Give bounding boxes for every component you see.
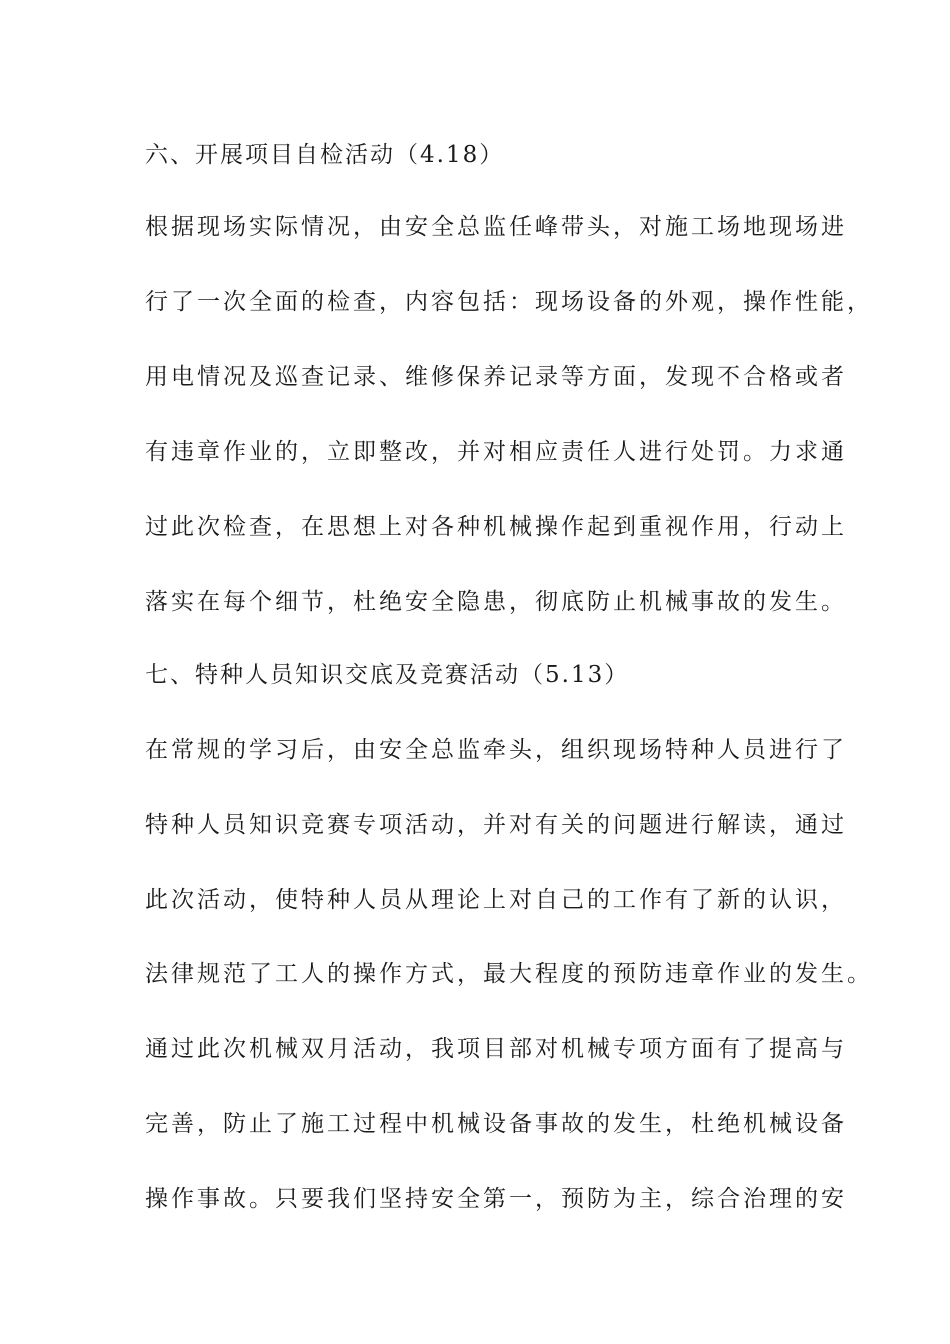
section-7-line-2: 特种人员知识竞赛专项活动，并对有关的问题进行解读，通过 xyxy=(145,812,847,838)
section-6-line-6: 落实在每个细节，杜绝安全隐患，彻底防止机械事故的发生。 xyxy=(145,589,847,615)
section-6-line-1: 根据现场实际情况，由安全总监任峰带头，对施工场地现场进 xyxy=(145,214,847,240)
section-6-line-5: 过此次检查，在思想上对各种机械操作起到重视作用，行动上 xyxy=(145,514,847,540)
conclusion-line-2: 完善，防止了施工过程中机械设备事故的发生，杜绝机械设备 xyxy=(145,1111,847,1137)
section-7-heading: 七、特种人员知识交底及竞赛活动（5.13） xyxy=(145,662,630,688)
conclusion-line-3: 操作事故。只要我们坚持安全第一，预防为主，综合治理的安 xyxy=(145,1186,847,1212)
conclusion-line-1: 通过此次机械双月活动，我项目部对机械专项方面有了提高与 xyxy=(145,1036,847,1062)
section-7-line-1: 在常规的学习后，由安全总监牵头，组织现场特种人员进行了 xyxy=(145,737,847,763)
section-6-line-4: 有违章作业的，立即整改，并对相应责任人进行处罚。力求通 xyxy=(145,439,847,465)
section-6-line-2: 行了一次全面的检查，内容包括：现场设备的外观，操作性能， xyxy=(145,289,873,315)
section-6-heading: 六、开展项目自检活动（4.18） xyxy=(145,142,505,168)
section-6-line-3: 用电情况及巡查记录、维修保养记录等方面，发现不合格或者 xyxy=(145,364,847,390)
section-7-line-3: 此次活动，使特种人员从理论上对自己的工作有了新的认识， xyxy=(145,887,847,913)
section-7-line-4: 法律规范了工人的操作方式，最大程度的预防违章作业的发生。 xyxy=(145,961,873,987)
